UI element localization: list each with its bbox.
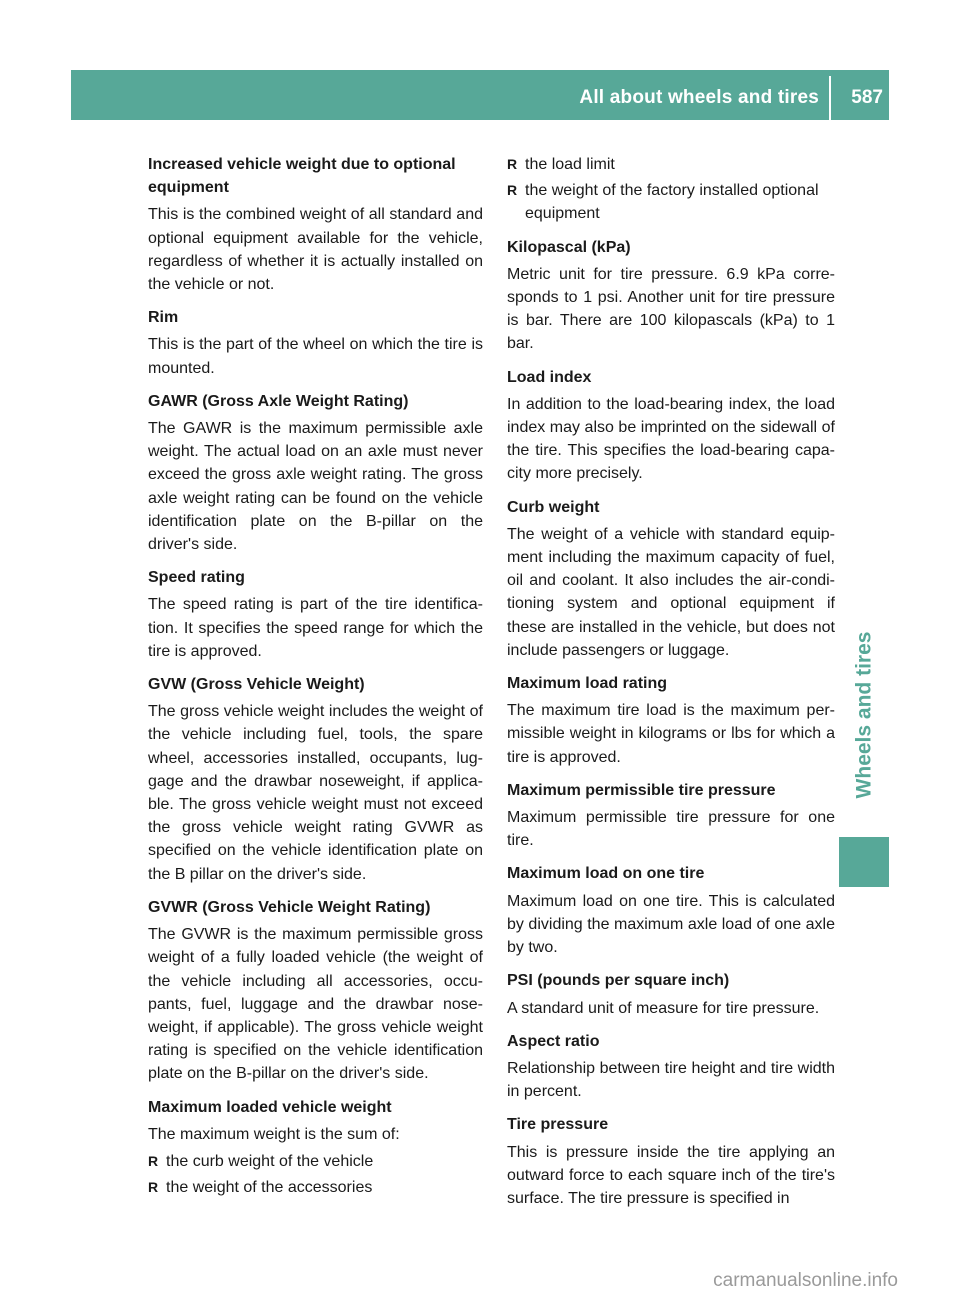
section-title: All about wheels and tires (579, 87, 819, 108)
page-header (71, 70, 889, 120)
bullet-list (148, 1150, 483, 1199)
header-divider (829, 76, 831, 120)
term-heading: Rim (148, 309, 179, 327)
term-definition: Maximum load on one tire. This is calculated by dividing the maximum axle load of one axle by two. (507, 892, 835, 957)
watermark: carmanualsonline.info (713, 1270, 898, 1291)
left-column (148, 153, 483, 1202)
term-heading: GVW (Gross Vehicle Weight) (148, 676, 365, 694)
term-definition: Relationship between tire height and tire width in percent. (507, 1059, 835, 1101)
term-heading: Kilopascal (kPa) (507, 238, 631, 256)
term-definition: Maximum permissible tire pressure for one tire. (507, 809, 835, 850)
term-heading: PSI (pounds per square inch) (507, 972, 730, 990)
term-definition: This is the combined weight of all standard and optional equipment available for the vehicle, regardless of whether it is actually installed on the vehicle or not. (148, 206, 483, 294)
term-definition: The GVWR is the maximum permissible gross weight of a fully loaded vehicle (the weight of the vehicle including all accessories, occupants, fuel, luggage and the drawbar noseweight, if applicable). The gross vehicle weight rating is specified on the vehicle identification plate on the B-pillar on the driver's side. (148, 926, 483, 1083)
term-heading: Maximum permissible tire pressure (507, 781, 776, 799)
list-item: R the weight of the factory installed optional equipment (507, 179, 835, 225)
right-column (507, 153, 835, 1220)
term-definition: This is the part of the wheel on which the tire is mounted. (148, 336, 483, 377)
term-definition: The maximum tire load is the maximum permissible weight in kilograms or lbs for which a tire is approved. (507, 702, 835, 766)
term-heading: Increased vehicle weight due to optional equipment (148, 156, 456, 197)
term-intro: The maximum weight is the sum of: (148, 1125, 400, 1143)
term-heading: Maximum load on one tire (507, 865, 705, 883)
term-heading: Maximum load rating (507, 675, 668, 693)
term-heading: Curb weight (507, 498, 600, 516)
term-definition: Metric unit for tire pressure. 6.9 kPa corresponds to 1 psi. Another unit for tire pressure is bar. There are 100 kilopascals (kPa) to 1 bar. (507, 265, 835, 353)
page-number: 587 (851, 87, 883, 108)
term-definition: In addition to the load-bearing index, the load index may also be imprinted on the sidewall of the tire. This specifies the load-bearing capacity more precisely. (507, 395, 835, 483)
term-heading: Tire pressure (507, 1116, 609, 1134)
term-heading: Load index (507, 368, 592, 386)
chapter-tab (839, 615, 889, 815)
term-heading: GVWR (Gross Vehicle Weight Rating) (148, 898, 431, 916)
list-item: R the curb weight of the vehicle (148, 1150, 483, 1173)
term-definition: The speed rating is part of the tire identification. It specifies the speed range for which the tire is approved. (148, 596, 483, 660)
term-heading: Aspect ratio (507, 1032, 600, 1050)
term-heading: Maximum loaded vehicle weight (148, 1098, 392, 1116)
term-definition: The GAWR is the maximum permissible axle weight. The actual load on an axle must never exceed the gross axle weight rating. The gross axle weight rating can be found on the vehicle identification plate on the B-pillar on the driver's side. (148, 420, 483, 554)
chapter-tab-label: Wheels and tires (852, 631, 876, 799)
chapter-marker (839, 837, 889, 887)
term-heading: GAWR (Gross Axle Weight Rating) (148, 392, 409, 410)
term-definition: The gross vehicle weight includes the weight of the vehicle including fuel, tools, the spare wheel, accessories installed, occupants, luggage and the drawbar noseweight, if applicable. The gross vehicle weight must not exceed the gross vehicle weight rating GVWR as specified on the vehicle identification plate on the B pillar on the driver's side. (148, 703, 483, 883)
term-definition: A standard unit of measure for tire pressure. (507, 999, 820, 1017)
term-heading: Speed rating (148, 569, 245, 587)
list-item: R the load limit (507, 153, 835, 176)
term-definition: The weight of a vehicle with standard equipment including the maximum capacity of fuel, oil and coolant. It also includes the air-conditioning system and optional equipment if these are installed in the vehicle, but does not include passengers or luggage. (507, 525, 835, 659)
term-definition: This is pressure inside the tire applying an outward force to each square inch of the tire's surface. The tire pressure is specified in (507, 1143, 835, 1207)
list-item: R the weight of the accessories (148, 1176, 483, 1199)
bullet-list-continued (507, 153, 835, 226)
